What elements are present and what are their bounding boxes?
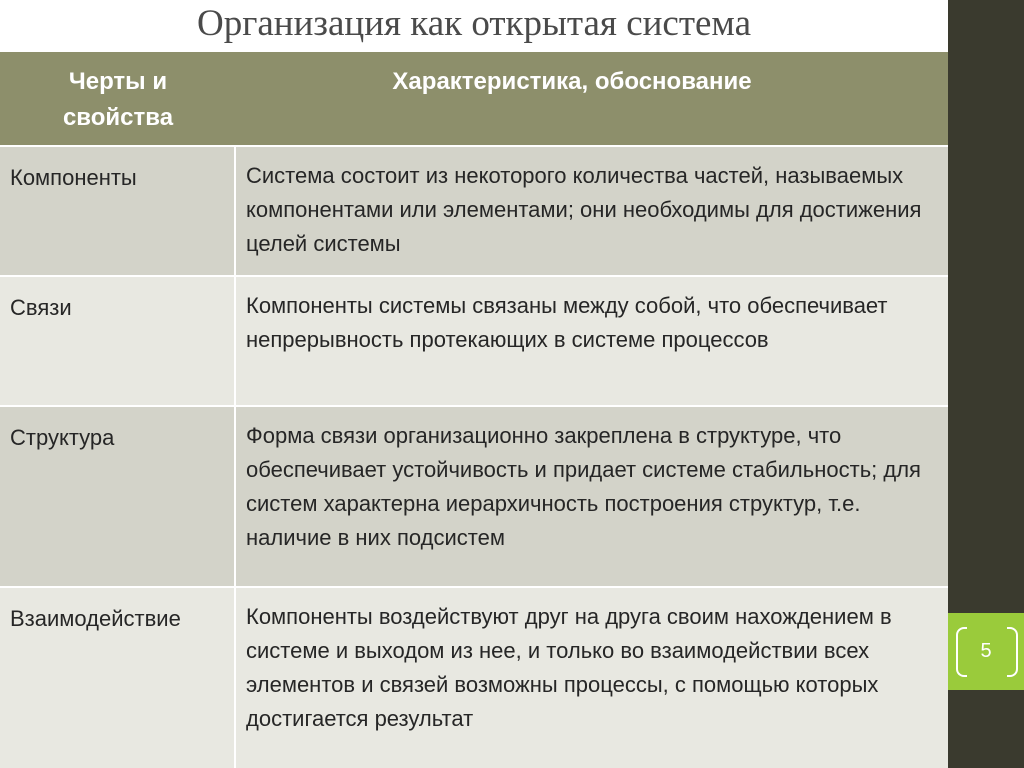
- header-features: [0, 52, 236, 145]
- table-row: [0, 586, 948, 768]
- row-description: Форма связи организационно закреплена в структуре, что обеспечивает устойчивость и придает системе стабильность; для систем характерна иерархичность построения структур, т.е. наличие в них подсистем: [246, 423, 921, 550]
- table-header-row: [0, 52, 948, 145]
- row-description: Компоненты воздействуют друг на друга своим нахождением в системе и выходом из нее, и только во взаимодействии всех элементов и связей возможны процессы, с помощью которых достигается результат: [246, 604, 892, 731]
- row-feature: Связи: [0, 277, 236, 405]
- page-number-badge: [948, 613, 1024, 690]
- row-feature: Взаимодействие: [0, 588, 236, 768]
- row-feature: Компоненты: [0, 147, 236, 275]
- row-feature: Структура: [0, 407, 236, 586]
- row-description: Компоненты системы связаны между собой, что обеспечивает непрерывность протекающих в системе процессов: [246, 293, 888, 352]
- bracket-right-icon: [1007, 627, 1018, 677]
- header-features-label: Черты и свойства: [62, 68, 174, 131]
- page-number: 5: [980, 640, 992, 662]
- row-description: Система состоит из некоторого количества частей, называемых компонентами или элементами; они необходимы для достижения целей системы: [246, 163, 922, 256]
- table-row: [0, 145, 948, 275]
- table-row: [0, 405, 948, 586]
- header-description: [236, 52, 948, 145]
- table-row: [0, 275, 948, 405]
- slide-title: Организация как открытая система: [196, 3, 752, 44]
- properties-table: [0, 52, 948, 768]
- header-description-label: Характеристика, обоснование: [392, 68, 752, 95]
